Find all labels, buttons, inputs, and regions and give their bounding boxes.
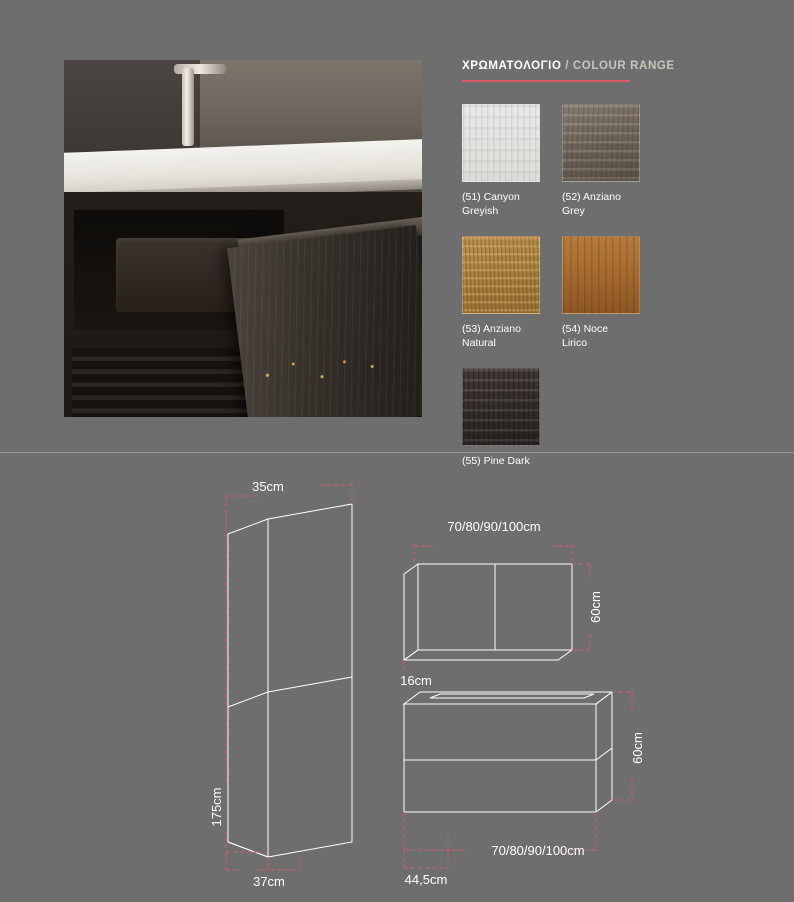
- swatch-noce-lirico-icon: [562, 236, 640, 314]
- mirror-cabinet-height-label: 60cm: [588, 591, 603, 623]
- swatch-item[interactable]: [462, 104, 562, 218]
- colour-range-title-separator: /: [561, 60, 573, 72]
- tall-unit-height-label: 175cm: [209, 787, 224, 827]
- swatch-item[interactable]: [462, 236, 562, 350]
- swatch-label: (55) Pine Dark: [462, 455, 530, 467]
- colour-range-title-greek: ΧΡΩΜΑΤΟΛΟΓΙΟ: [462, 60, 562, 72]
- vanity-unit-width-label: 70/80/90/100cm: [491, 843, 585, 858]
- product-photo: [64, 60, 422, 417]
- swatch-label: (52) Anziano Grey: [562, 191, 621, 217]
- swatch-anziano-grey-icon: [562, 104, 640, 182]
- colour-range-title-english: COLOUR RANGE: [572, 60, 675, 72]
- swatch-item[interactable]: [562, 104, 662, 218]
- mirror-cabinet-depth-label: 16cm: [400, 673, 432, 688]
- colour-range-underline: [462, 80, 630, 82]
- vanity-unit-drawing: [404, 692, 645, 887]
- mirror-cabinet-width-label: 70/80/90/100cm: [447, 519, 541, 534]
- photo-faucet-body: [182, 68, 194, 146]
- vanity-unit-height-label: 60cm: [630, 732, 645, 764]
- colour-range-title: [462, 60, 752, 72]
- swatch-label: (51) Canyon Greyish: [462, 191, 520, 217]
- drawings-svg: [0, 452, 794, 902]
- tall-unit-drawing: [209, 479, 352, 889]
- vanity-unit-depth-label: 44,5cm: [404, 872, 448, 887]
- tall-unit-depth-label: 37cm: [253, 874, 285, 889]
- swatch-item[interactable]: [562, 236, 662, 350]
- swatch-canyon-greyish-icon: [462, 104, 540, 182]
- tall-unit-width-label: 35cm: [252, 479, 284, 494]
- technical-drawings-section: [0, 452, 794, 902]
- swatch-grid: [462, 104, 752, 486]
- colour-range-section: [462, 60, 752, 486]
- swatch-label: (54) Noce Lirico: [562, 323, 609, 349]
- mirror-cabinet-drawing: [400, 519, 603, 688]
- swatch-pine-dark-icon: [462, 368, 540, 446]
- swatch-anziano-natural-icon: [462, 236, 540, 314]
- swatch-label: (53) Anziano Natural: [462, 323, 521, 349]
